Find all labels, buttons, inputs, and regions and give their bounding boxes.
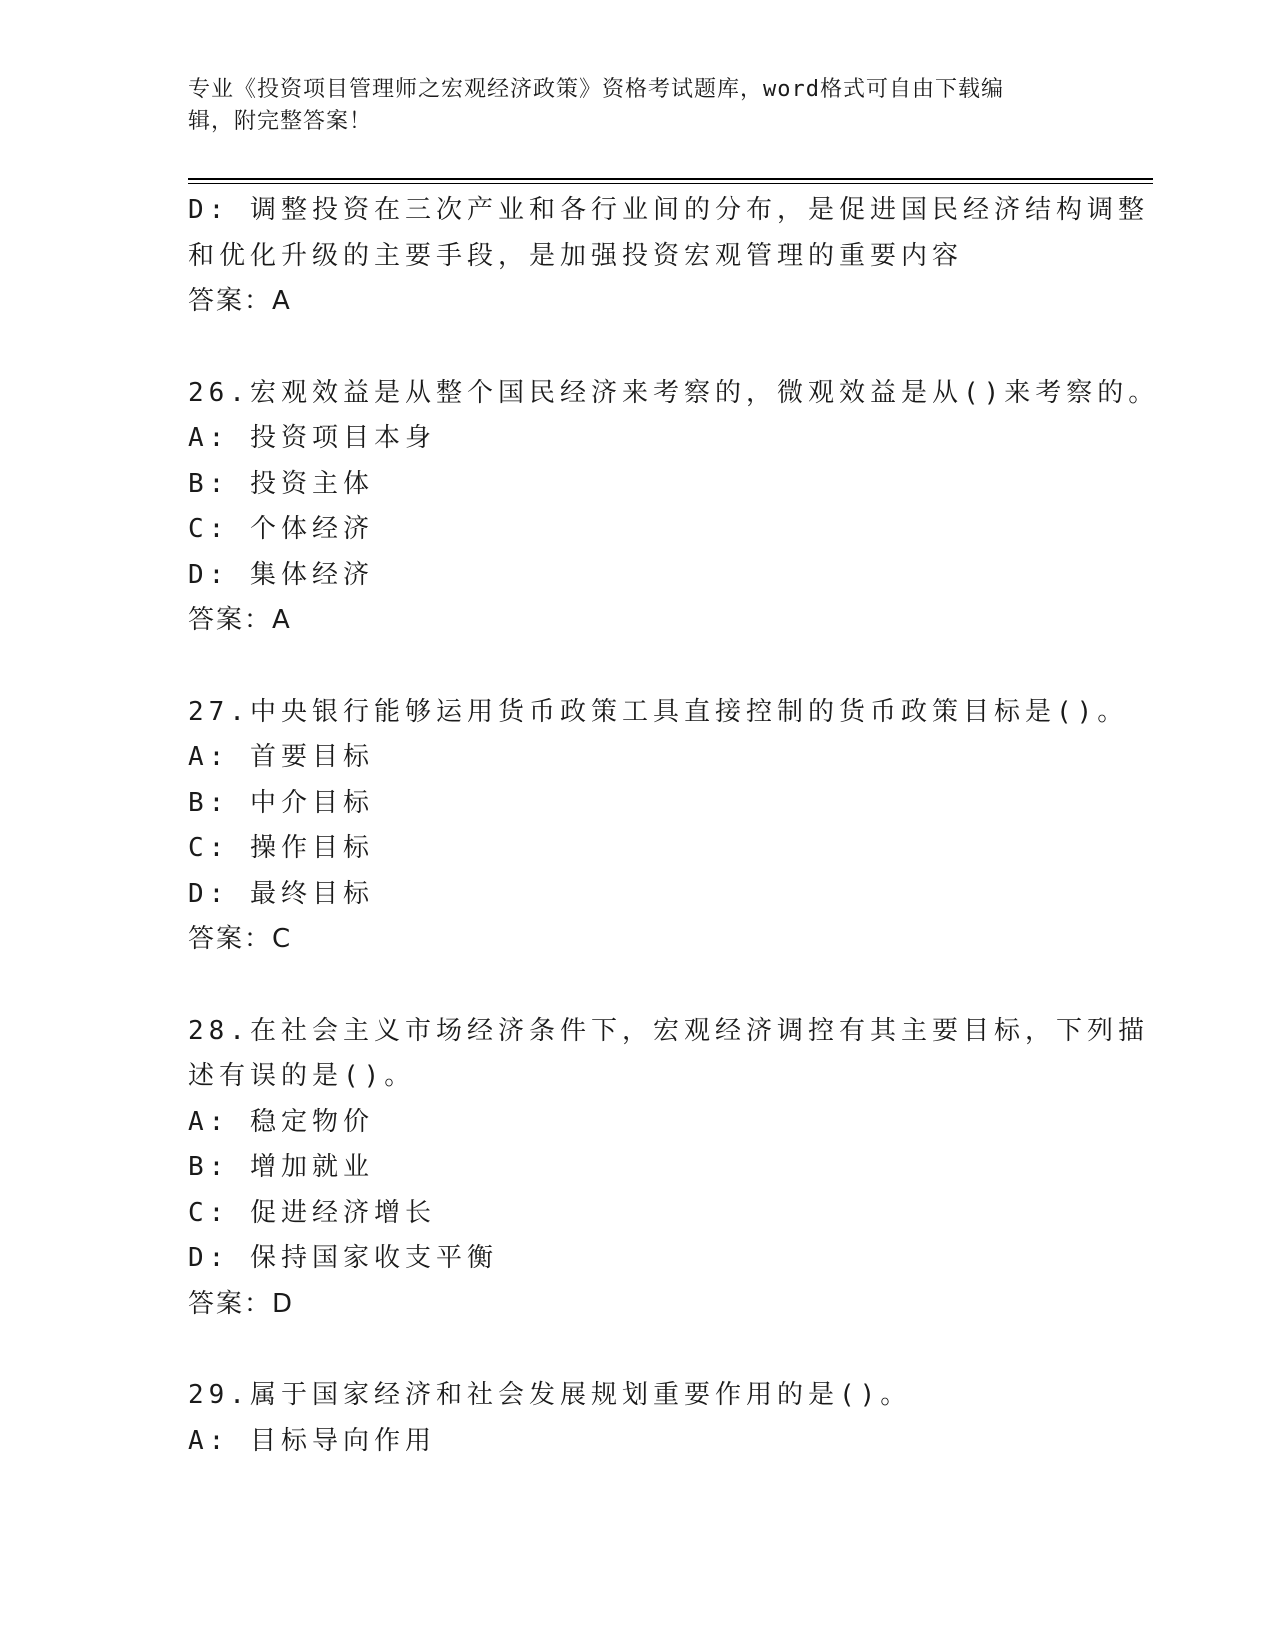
question-stem: 29.属于国家经济和社会发展规划重要作用的是()。 <box>188 1380 912 1410</box>
document-header <box>188 74 1068 138</box>
question-stem-line-1: 28.在社会主义市场经济条件下，宏观经济调控有其主要目标，下列描 <box>188 1015 1149 1046</box>
document-body <box>188 188 1160 1464</box>
question-27 <box>188 690 1129 963</box>
option-c: C: 促进经济增长 <box>188 1197 436 1228</box>
question-stem: 27.中央银行能够运用货币政策工具直接控制的货币政策目标是()。 <box>188 696 1129 727</box>
header-divider-thick <box>188 178 1153 180</box>
question-25-carryover <box>188 188 1149 325</box>
header-divider-thin <box>188 183 1153 184</box>
option-d: D: 保持国家收支平衡 <box>188 1243 498 1273</box>
question-stem-line-2: 述有误的是()。 <box>188 1061 416 1091</box>
option-a: A: 目标导向作用 <box>188 1425 436 1456</box>
answer-line: 答案：A <box>188 286 292 316</box>
option-d-line-1: D: 调整投资在三次产业和各行业间的分布，是促进国民经济结构调整 <box>188 195 1149 225</box>
option-c: C: 个体经济 <box>188 514 374 544</box>
spacer <box>188 325 1088 371</box>
question-stem: 26.宏观效益是从整个国民经济来考察的，微观效益是从()来考察的。 <box>188 377 1160 408</box>
header-line-1: 专业《投资项目管理师之宏观经济政策》资格考试题库，word格式可自由下载编 <box>188 77 1004 102</box>
option-a: A: 首要目标 <box>188 742 374 772</box>
option-d: D: 集体经济 <box>188 559 374 590</box>
question-26 <box>188 371 1160 644</box>
option-c: C: 操作目标 <box>188 833 374 863</box>
spacer <box>188 1327 1088 1373</box>
option-b: B: 增加就业 <box>188 1152 374 1182</box>
option-d-line-2: 和优化升级的主要手段，是加强投资宏观管理的重要内容 <box>188 240 964 271</box>
header-line-2: 辑，附完整答案！ <box>188 109 373 134</box>
spacer <box>188 963 1088 1009</box>
answer-line: 答案：A <box>188 605 292 635</box>
option-a: A: 稳定物价 <box>188 1106 374 1137</box>
answer-line: 答案：D <box>188 1288 295 1319</box>
question-28 <box>188 1009 1149 1328</box>
option-d: D: 最终目标 <box>188 878 374 909</box>
spacer <box>188 644 1088 690</box>
question-29 <box>188 1373 1088 1464</box>
option-a: A: 投资项目本身 <box>188 423 436 453</box>
answer-line: 答案：C <box>188 924 293 954</box>
option-b: B: 中介目标 <box>188 787 374 818</box>
option-b: B: 投资主体 <box>188 468 374 499</box>
